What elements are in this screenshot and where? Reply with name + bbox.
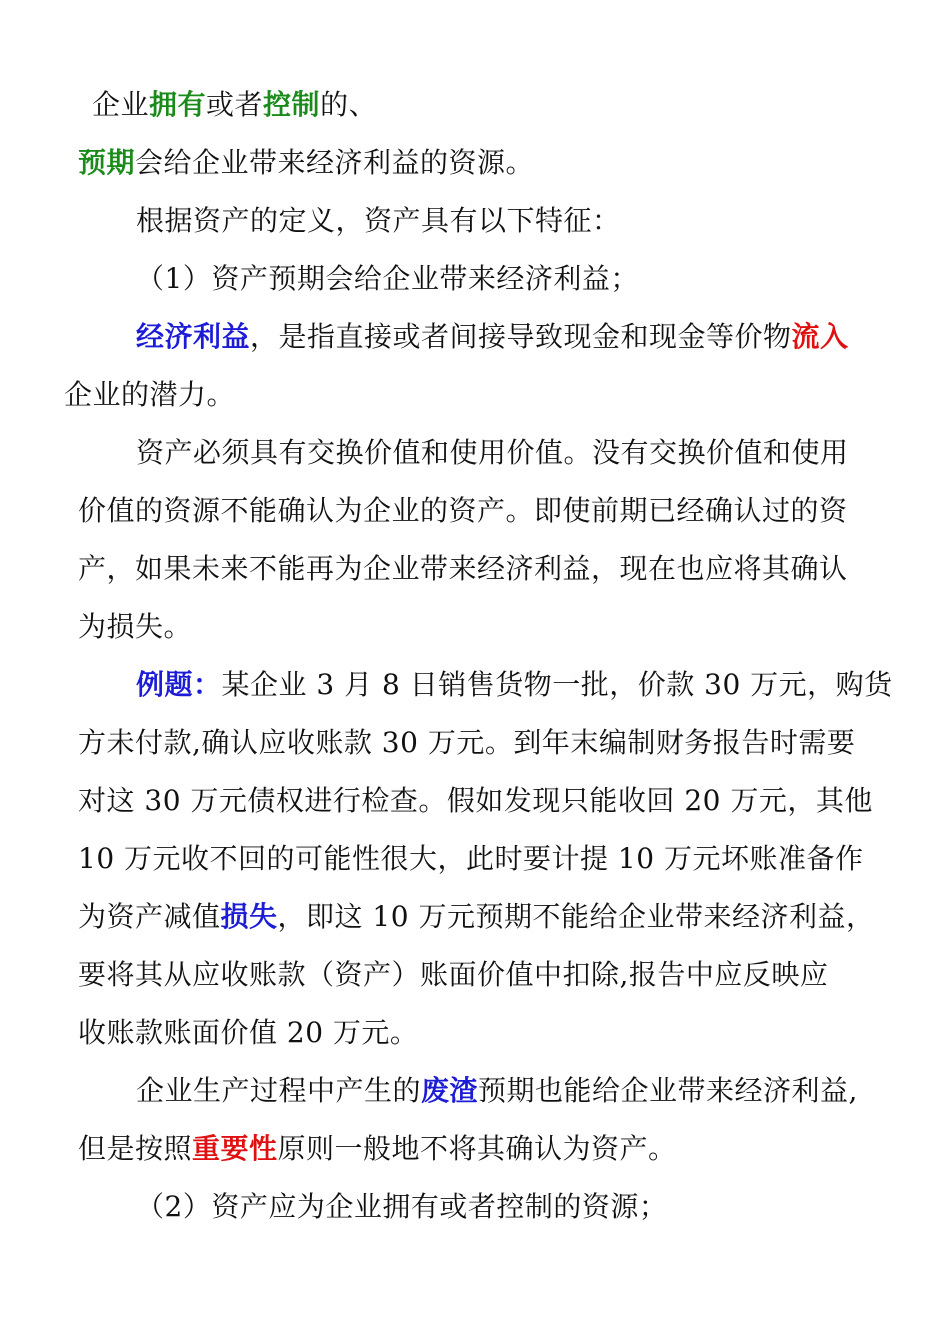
waste-line-1 [136,1074,858,1108]
keyword-control: 控制 [263,88,321,121]
feature-2-heading: （2）资产应为企业拥有或者控制的资源； [136,1190,668,1223]
value-paragraph-line-2: 价值的资源不能确认为企业的资产。即使前期已经确认过的资 [78,494,848,527]
example-line-5 [78,900,874,934]
value-paragraph-line-3: 产，如果未来不能再为企业带来经济利益，现在也应将其确认 [78,552,848,585]
definition-text: 或者 [206,88,264,121]
definition-text: 会给企业带来经济利益的资源。 [135,146,535,179]
feature-1-heading: （1）资产预期会给企业带来经济利益； [136,262,639,295]
definition-line-2 [78,146,534,180]
keyword-expected: 预期 [78,146,136,179]
example-text: 某企业 3 月 8 日销售货物一批，价款 30 万元，购货 [221,668,893,701]
definition-line-1 [92,88,377,122]
definition-text: 的、 [320,88,378,121]
value-paragraph-line-1: 资产必须具有交换价值和使用价值。没有交换价值和使用 [136,436,849,469]
keyword-materiality: 重要性 [192,1132,278,1165]
value-paragraph-line-4: 为损失。 [78,610,193,643]
waste-line-2 [78,1132,677,1166]
example-line-6: 要将其从应收账款（资产）账面价值中扣除,报告中应反映应 [78,958,829,991]
economic-benefit-line-2: 企业的潜力。 [64,378,236,411]
waste-text: 但是按照 [78,1132,193,1165]
example-line-3: 对这 30 万元债权进行检查。假如发现只能收回 20 万元，其他 [78,784,873,817]
keyword-own: 拥有 [149,88,207,121]
economic-benefit-line-1 [136,320,849,354]
keyword-economic-benefit: 经济利益 [136,320,251,353]
example-line-4: 10 万元收不回的可能性很大，此时要计提 10 万元坏账准备作 [78,842,864,875]
waste-text: 预期也能给企业带来经济利益, [478,1074,858,1107]
waste-text: 企业生产过程中产生的 [136,1074,422,1107]
intro-line: 根据资产的定义，资产具有以下特征： [136,204,621,237]
keyword-inflow: 流入 [791,320,849,353]
keyword-example: 例题： [136,668,222,701]
economic-benefit-text: ，是指直接或者间接导致现金和现金等价物 [250,320,792,353]
definition-text: 企业 [92,88,150,121]
keyword-waste-slag: 废渣 [421,1074,479,1107]
example-text: ，即这 10 万元预期不能给企业带来经济利益， [277,900,875,933]
keyword-loss: 损失 [220,900,278,933]
waste-text: 原则一般地不将其确认为资产。 [277,1132,677,1165]
example-line-2: 方未付款,确认应收账款 30 万元。到年末编制财务报告时需要 [78,726,856,759]
example-line-7: 收账款账面价值 20 万元。 [78,1016,419,1049]
example-text: 为资产减值 [78,900,221,933]
example-line-1 [136,668,893,702]
